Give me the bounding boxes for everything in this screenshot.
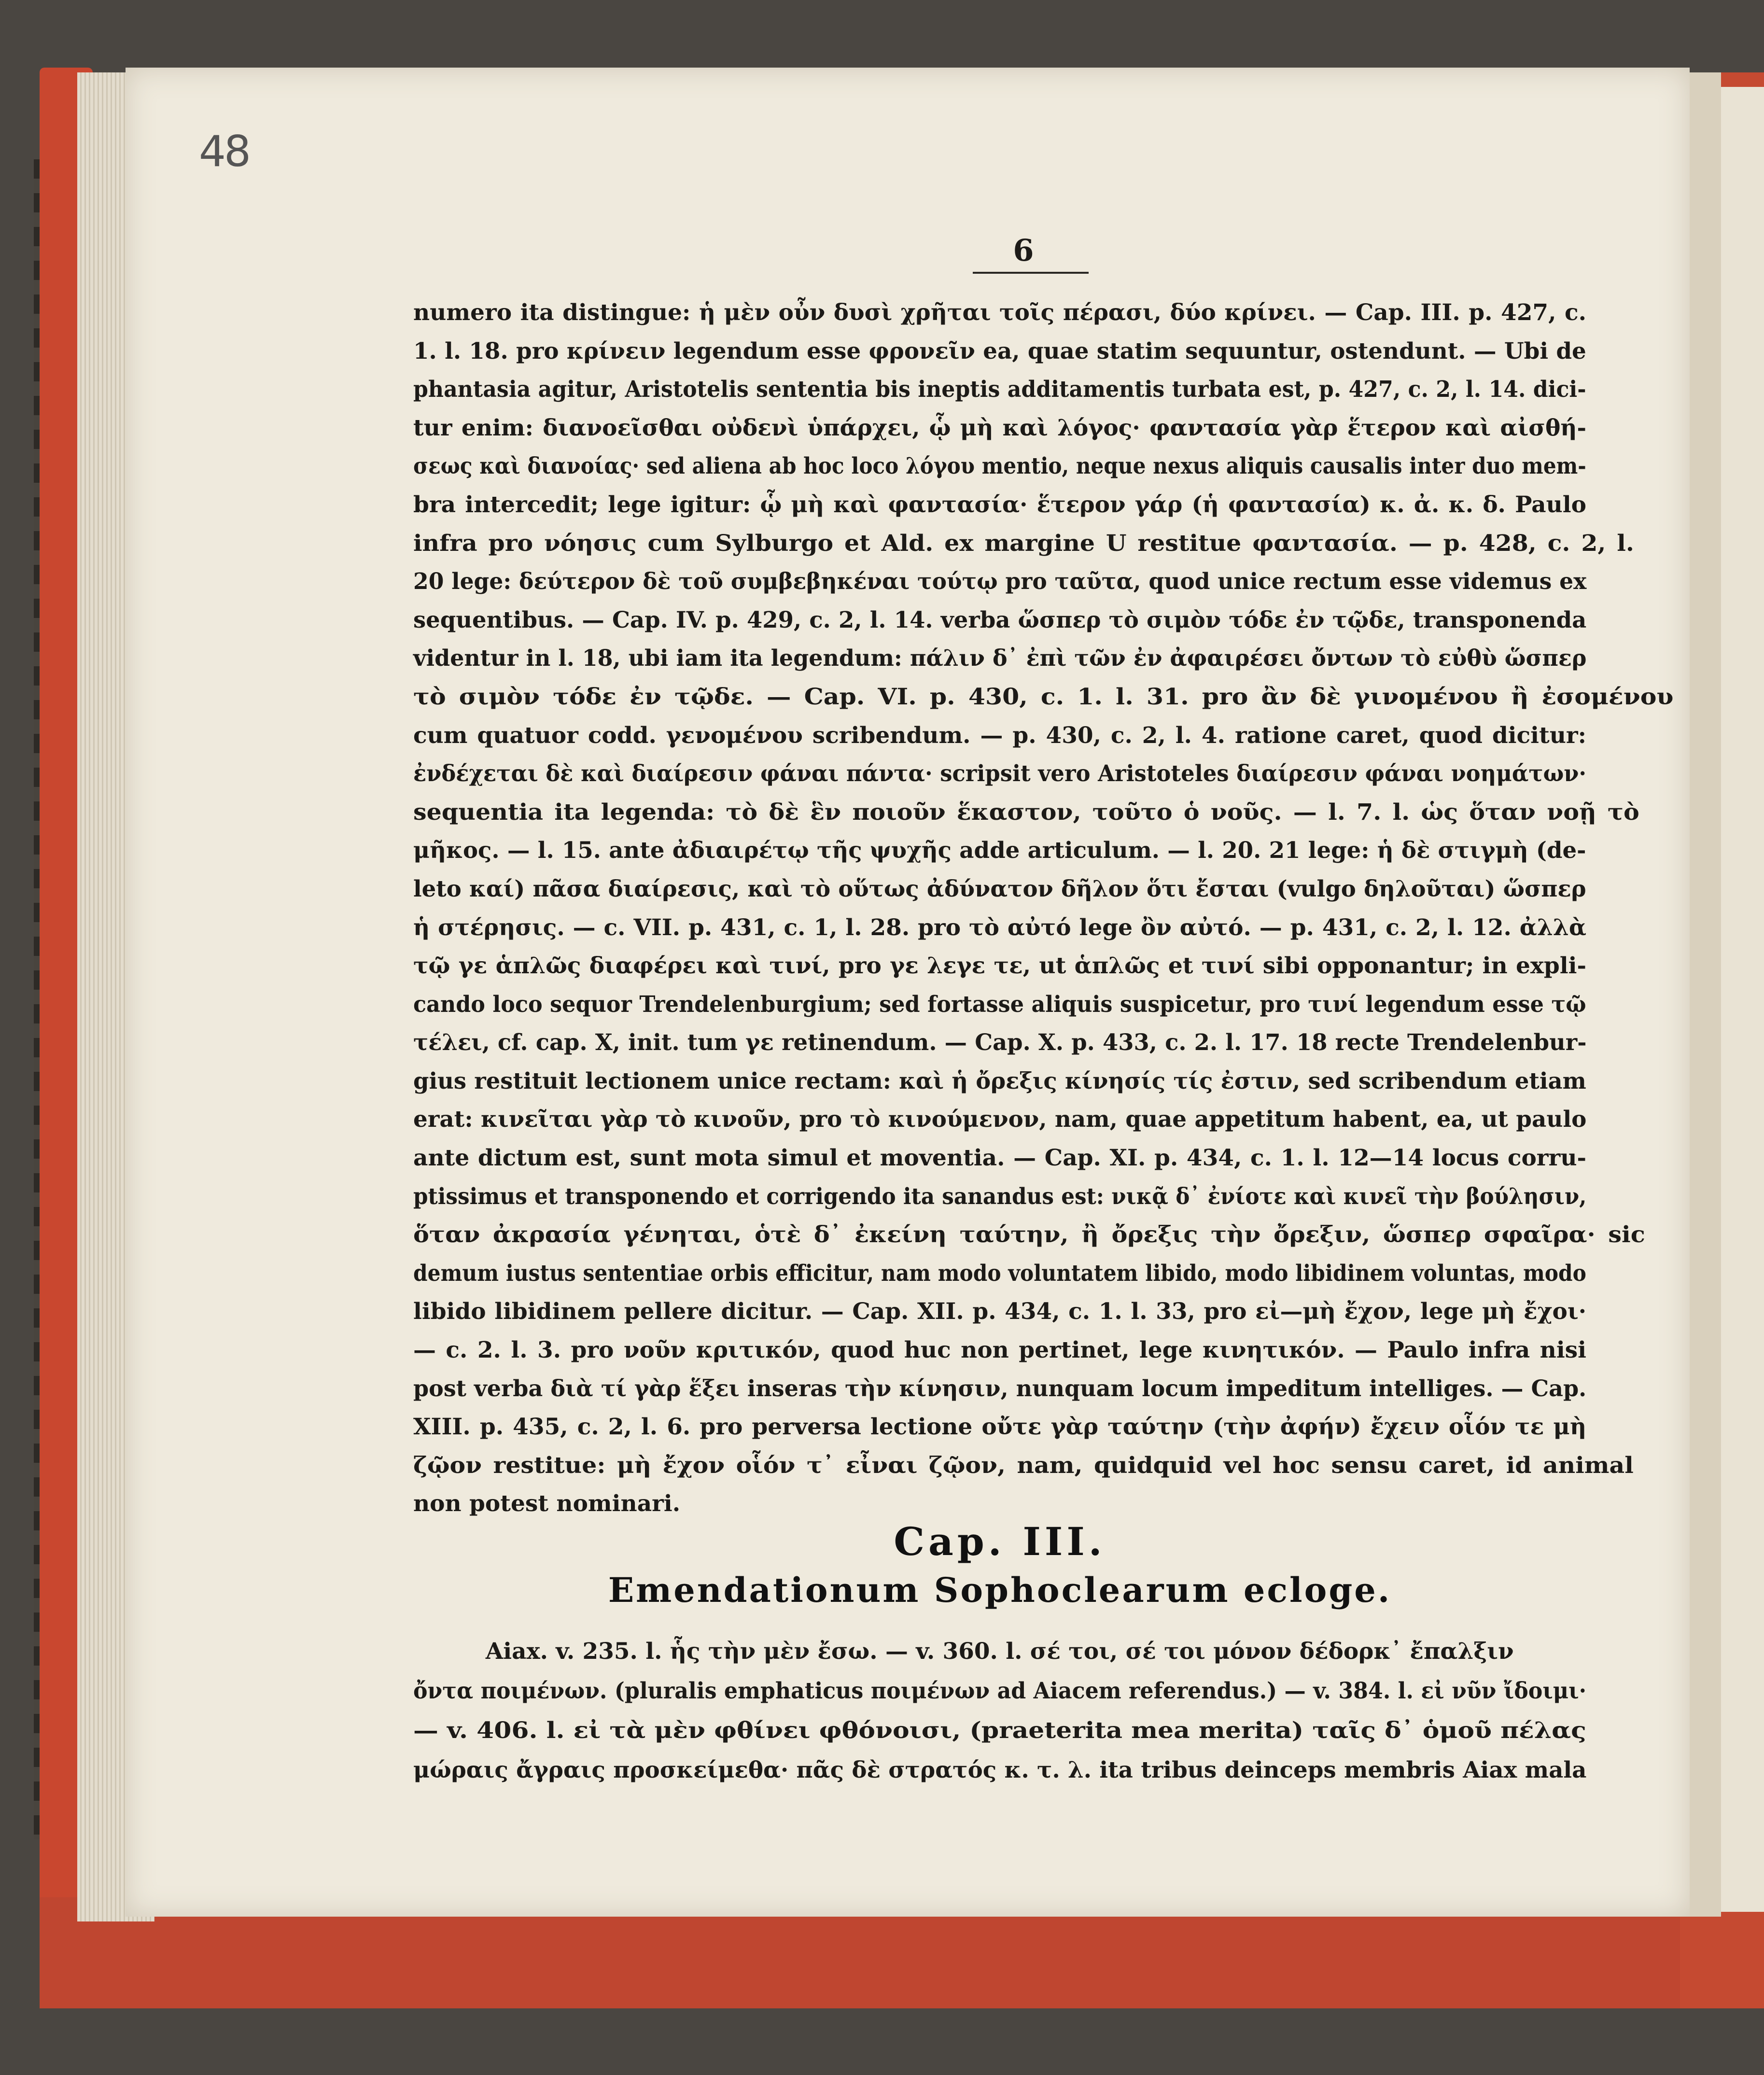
page-number-rule — [973, 272, 1089, 274]
text-line: tur enim: διανοεῖσθαι οὐδενὶ ὑπάρχει, ᾧ μὴ καὶ λόγος· φαντασία γὰρ ἕτερον καὶ αἰσθή- — [413, 414, 1586, 441]
section-text — [413, 1632, 1586, 1790]
text-line: bra intercedit; lege igitur: ᾧ μὴ καὶ φαντασία· ἕτερον γάρ (ἡ φαντασία) κ. ἀ. κ. δ. Paulo — [413, 491, 1586, 518]
text-line: gius restituit lectionem unice rectam: καὶ ἡ ὄρεξις κίνησίς τίς ἐστιν, sed scribendum etiam — [413, 1067, 1586, 1094]
text-line: τέλει, cf. cap. X, init. tum γε retinendum. — Cap. X. p. 433, c. 2. l. 17. 18 recte Trendelenbur- — [413, 1029, 1587, 1056]
section-line: — v. 406. l. εἰ τὰ μὲν φθίνει φθόνοισι, (praeterita mea merita) ταῖς δ᾽ ὁμοῦ πέλας — [413, 1717, 1586, 1744]
text-line: ante dictum est, sunt mota simul et moventia. — Cap. XI. p. 434, c. 1. l. 12—14 locus corru- — [413, 1145, 1586, 1172]
margin-note: 48 — [199, 126, 249, 176]
text-line: cando loco sequor Trendelenburgium; sed fortasse aliquis suspicetur, pro τινί legendum esse τῷ — [413, 991, 1586, 1018]
gutter-shadow — [1687, 72, 1721, 1917]
facing-page-edge — [1721, 87, 1764, 1912]
text-line: leto καί) πᾶσα διαίρεσις, καὶ τὸ οὕτως ἀδύνατον δῆλον ὅτι ἔσται (vulgo δηλοῦται) ὥσπερ — [413, 875, 1586, 902]
text-line: cum quatuor codd. γενομένου scribendum. — p. 430, c. 2, l. 4. ratione caret, quod dicitur: — [413, 722, 1586, 749]
text-line: phantasia agitur, Aristotelis sententia bis ineptis additamentis turbata est, p. 427, c. 2, l. 14. dici- — [413, 376, 1586, 403]
text-line: sequentibus. — Cap. IV. p. 429, c. 2, l. 14. verba ὥσπερ τὸ σιμὸν τόδε ἐν τῷδε, transponenda — [413, 606, 1587, 633]
text-line: XIII. p. 435, c. 2, l. 6. pro perversa lectione οὔτε γὰρ ταύτην (τὴν ἀφήν) ἔχειν οἷόν τε μὴ — [413, 1414, 1586, 1441]
text-line: — c. 2. l. 3. pro νοῦν κριτικόν, quod huc non pertinet, lege κινητικόν. — Paulo infra nisi — [413, 1337, 1586, 1364]
text-line: ἡ στέρησις. — c. VII. p. 431, c. 1, l. 28. pro τὸ αὐτό lege ὂν αὐτό. — p. 431, c. 2, l. 12. ἀλλὰ — [413, 914, 1586, 941]
body-text — [413, 294, 1674, 1523]
text-line: post verba διὰ τί γὰρ ἕξει inseras τὴν κίνησιν, nunquam locum impeditum intelliges. — Cap. — [413, 1375, 1587, 1402]
text-line: numero ita distingue: ἡ μὲν οὖν δυσὶ χρῆται τοῖς πέρασι, δύο κρίνει. — Cap. III. p. 427, c. — [413, 299, 1586, 326]
text-line: 20 lege: δεύτερον δὲ τοῦ συμβεβηκέναι τούτῳ pro ταῦτα, quod unice rectum esse videmus ex — [413, 568, 1587, 595]
text-line: σεως καὶ διανοίας· sed aliena ab hoc loco λόγου mentio, neque nexus aliquis causalis inter duo mem- — [413, 453, 1586, 480]
text-line: non potest nominari. — [413, 1490, 681, 1517]
text-line: μῆκος. — l. 15. ante ἀδιαιρέτῳ τῆς ψυχῆς adde articulum. — l. 20. 21 lege: ἡ δὲ στιγμὴ (de- — [413, 837, 1586, 864]
text-line: erat: κινεῖται γὰρ τὸ κινοῦν, pro τὸ κινούμενον, nam, quae appetitum habent, ea, ut paulo — [413, 1106, 1587, 1133]
text-line: τῷ γε ἁπλῶς διαφέρει καὶ τινί, pro γε λεγε τε, ut ἁπλῶς et τινί sibi opponantur; in expli- — [413, 953, 1586, 980]
page-number: 6 — [1013, 233, 1034, 268]
text-line: 1. l. 18. pro κρίνειν legendum esse φρονεῖν ea, quae statim sequuntur, ostendunt. — Ubi de — [413, 337, 1586, 365]
text-line: libido libidinem pellere dicitur. — Cap. XII. p. 434, c. 1. l. 33, pro εἰ—μὴ ἔχον, lege μὴ ἔχοι· — [413, 1298, 1586, 1325]
text-line: ὅταν ἀκρασία γένηται, ὁτὲ δ᾽ ἐκείνη ταύτην, ἢ ὄρεξις τὴν ὄρεξιν, ὥσπερ σφαῖρα· sic — [413, 1221, 1645, 1248]
chapter-heading: Cap. III. — [894, 1519, 1106, 1564]
text-line: τὸ σιμὸν τόδε ἐν τῷδε. — Cap. VI. p. 430, c. 1. l. 31. pro ἂν δὲ γινομένου ἢ ἐσομένου — [413, 683, 1674, 710]
text-line: ζῷον restitue: μὴ ἔχον οἷόν τ᾽ εἶναι ζῷον, nam, quidquid vel hoc sensu caret, id animal — [413, 1452, 1634, 1479]
text-line: ἐνδέχεται δὲ καὶ διαίρεσιν φάναι πάντα· scripsit vero Aristoteles διαίρεσιν φάναι νοημάτων· — [413, 760, 1586, 787]
text-line: infra pro νόησις cum Sylburgo et Ald. ex margine U restitue φαντασία. — p. 428, c. 2, l. — [413, 530, 1634, 557]
section-line: Aiax. v. 235. l. ἧς τὴν μὲν ἔσω. — v. 360. l. σέ τοι, σέ τοι μόνον δέδορκ᾽ ἔπαλξιν — [485, 1638, 1514, 1665]
section-line: ὄντα ποιμένων. (pluralis emphaticus ποιμένων ad Aiacem referendus.) — v. 384. l. εἰ νῦν ἴδοιμι· — [413, 1678, 1587, 1704]
text-line: demum iustus sententiae orbis efficitur, nam modo voluntatem libido, modo libidinem voluntas, modo — [413, 1260, 1586, 1287]
section-line: μώραις ἄγραις προσκείμεθα· πᾶς δὲ στρατός κ. τ. λ. ita tribus deinceps membris Aiax mala — [413, 1757, 1587, 1783]
text-line: sequentia ita legenda: τὸ δὲ ἓν ποιοῦν ἕκαστον, τοῦτο ὁ νοῦς. — l. 7. l. ὡς ὅταν νοῇ τὸ — [413, 799, 1639, 826]
text-line: ptissimus et transponendo et corrigendo ita sanandus est: νικᾷ δ᾽ ἐνίοτε καὶ κινεῖ τὴν βούλησιν, — [413, 1183, 1587, 1210]
text-line: videntur in l. 18, ubi iam ita legendum: πάλιν δ᾽ ἐπὶ τῶν ἐν ἀφαιρέσει ὄντων τὸ εὐθὺ ὥσπερ — [413, 645, 1587, 672]
chapter-subheading: Emendationum Sophoclearum ecloge. — [608, 1570, 1392, 1610]
